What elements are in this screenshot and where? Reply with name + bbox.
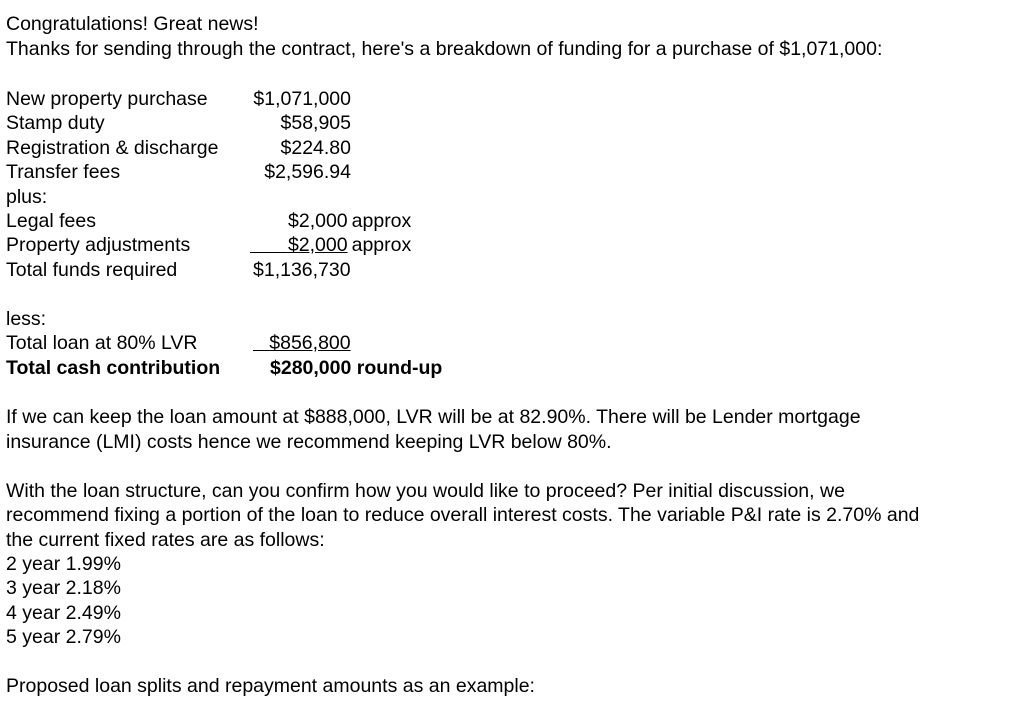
row-amount-underline <box>253 331 351 355</box>
row-transfer-fees <box>6 160 706 184</box>
row-stamp-duty <box>6 111 706 135</box>
row-label: Total cash contribution <box>6 357 221 379</box>
less-label: less: <box>6 308 47 330</box>
row-amount-note: approx <box>351 234 412 256</box>
lvr-paragraph-line-1: If we can keep the loan amount at $888,000, LVR will be at 82.90%. There will be Lender mortgage <box>6 406 861 428</box>
structure-paragraph-line-2: recommend fixing a portion of the loan to reduce overall interest costs. The variable P&I rate is 2.70% and <box>6 504 920 526</box>
structure-paragraph-line-3: the current fixed rates are as follows: <box>6 529 325 551</box>
row-label: Total loan at 80% LVR <box>6 332 198 354</box>
row-label: Total funds required <box>6 259 178 281</box>
row-amount: $2,596.94 <box>264 161 351 183</box>
row-amount: $1,071,000 <box>253 88 351 110</box>
row-total-loan <box>6 331 706 355</box>
row-label: Registration & discharge <box>6 137 219 159</box>
row-amount-note: approx <box>351 210 412 232</box>
fixed-rate-item: 3 year 2.18% <box>6 577 121 599</box>
fixed-rate-item: 4 year 2.49% <box>6 602 121 624</box>
row-amount: $2,000 <box>287 234 348 256</box>
row-amount: $856,800 <box>269 332 351 354</box>
row-property-adjustments <box>6 233 706 257</box>
plus-label: plus: <box>6 186 48 208</box>
row-amount-group <box>288 209 411 233</box>
row-registration-discharge <box>6 136 706 160</box>
row-amount: $58,905 <box>280 112 351 134</box>
greeting-text: Congratulations! Great news! <box>6 13 259 35</box>
row-label: Stamp duty <box>6 112 105 134</box>
row-new-property-purchase <box>6 87 706 111</box>
fixed-rate-item: 2 year 1.99% <box>6 553 121 575</box>
row-label: New property purchase <box>6 88 208 110</box>
row-label: Legal fees <box>6 210 96 232</box>
row-amount: $224.80 <box>280 137 351 159</box>
row-amount-group <box>250 233 411 257</box>
row-label: Property adjustments <box>6 234 191 256</box>
row-amount: $280,000 round-up <box>270 357 443 379</box>
row-label: Transfer fees <box>6 161 121 183</box>
intro-text: Thanks for sending through the contract, here's a breakdown of funding for a purchase of $1,071,000: <box>6 38 883 60</box>
row-legal-fees <box>6 209 706 233</box>
closing-text: Proposed loan splits and repayment amounts as an example: <box>6 675 535 697</box>
row-amount-underline <box>250 234 348 256</box>
row-total-funds-required <box>6 258 706 282</box>
structure-paragraph-line-1: With the loan structure, can you confirm how you would like to proceed? Per initial discussion, we <box>6 480 845 502</box>
row-amount: $1,136,730 <box>253 259 351 281</box>
row-amount: $2,000 <box>288 210 348 232</box>
fixed-rate-item: 5 year 2.79% <box>6 626 121 648</box>
row-total-cash-contribution <box>6 356 706 380</box>
lvr-paragraph-line-2: insurance (LMI) costs hence we recommend keeping LVR below 80%. <box>6 431 612 453</box>
